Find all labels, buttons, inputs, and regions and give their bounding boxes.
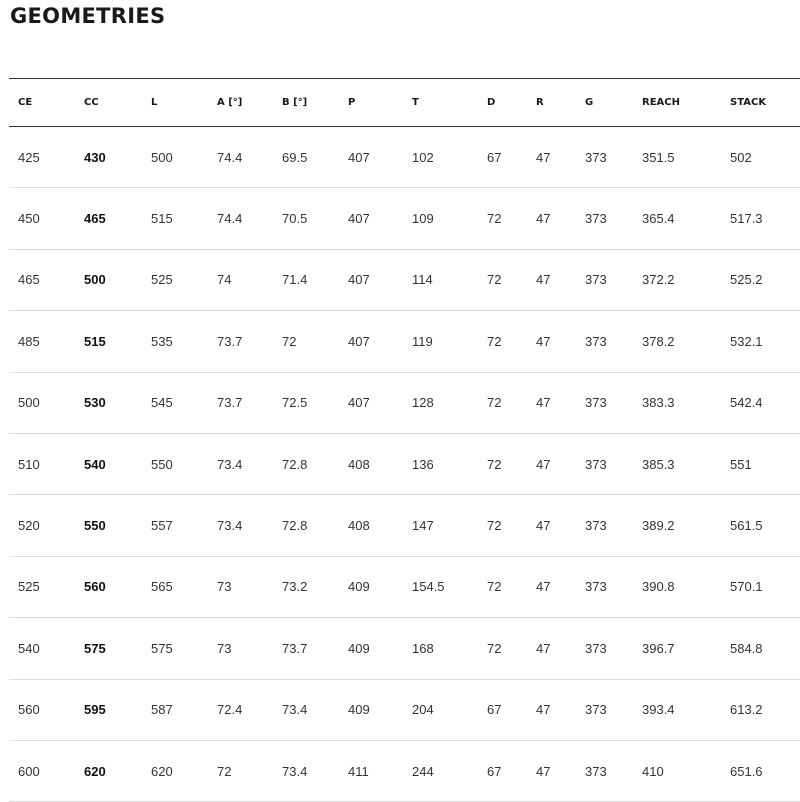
table-cell: 72 [478,311,527,372]
header-row [9,79,800,127]
table-row [9,311,800,372]
table-cell: 47 [527,249,576,310]
table-cell: 72.5 [273,372,339,433]
table-cell: 651.6 [721,740,800,801]
table-cell: 67 [478,679,527,740]
table-cell: 70.5 [273,188,339,249]
table-cell: 378.2 [633,311,721,372]
table-cell: 73.7 [208,372,273,433]
column-header: R [527,79,576,127]
table-cell: 409 [339,556,403,617]
table-cell: 465 [75,188,142,249]
table-cell: 73.4 [208,433,273,494]
table-cell: 72.4 [208,679,273,740]
table-cell: 73.4 [208,495,273,556]
table-cell: 72 [273,311,339,372]
table-cell: 430 [75,127,142,188]
geometry-table [9,78,800,802]
table-cell: 407 [339,311,403,372]
table-cell: 373 [576,740,633,801]
table-cell: 72 [478,249,527,310]
table-cell: 47 [527,127,576,188]
table-cell: 114 [403,249,478,310]
table-cell: 74.4 [208,127,273,188]
table-cell: 500 [9,372,75,433]
table-cell: 73.7 [273,618,339,679]
table-cell: 373 [576,495,633,556]
table-cell: 373 [576,372,633,433]
table-cell: 530 [75,372,142,433]
table-cell: 525.2 [721,249,800,310]
table-cell: 47 [527,679,576,740]
table-cell: 620 [75,740,142,801]
table-cell: 373 [576,679,633,740]
table-cell: 71.4 [273,249,339,310]
table-cell: 396.7 [633,618,721,679]
table-row [9,618,800,679]
table-row [9,556,800,617]
column-header: A [°] [208,79,273,127]
table-cell: 587 [142,679,208,740]
table-cell: 515 [142,188,208,249]
table-cell: 351.5 [633,127,721,188]
table-cell: 407 [339,249,403,310]
table-cell: 390.8 [633,556,721,617]
table-row [9,495,800,556]
table-cell: 47 [527,372,576,433]
table-cell: 500 [75,249,142,310]
table-cell: 73.7 [208,311,273,372]
table-cell: 500 [142,127,208,188]
table-cell: 408 [339,433,403,494]
table-cell: 595 [75,679,142,740]
column-header: B [°] [273,79,339,127]
table-cell: 136 [403,433,478,494]
table-cell: 613.2 [721,679,800,740]
table-cell: 540 [75,433,142,494]
table-cell: 47 [527,495,576,556]
table-cell: 67 [478,740,527,801]
table-cell: 73.2 [273,556,339,617]
table-cell: 244 [403,740,478,801]
table-row [9,127,800,188]
table-cell: 545 [142,372,208,433]
table-cell: 47 [527,618,576,679]
table-cell: 409 [339,679,403,740]
table-row [9,249,800,310]
table-cell: 540 [9,618,75,679]
table-cell: 67 [478,127,527,188]
table-cell: 502 [721,127,800,188]
column-header: CE [9,79,75,127]
table-cell: 72 [208,740,273,801]
table-cell: 557 [142,495,208,556]
table-cell: 389.2 [633,495,721,556]
table-cell: 407 [339,188,403,249]
table-cell: 409 [339,618,403,679]
table-cell: 47 [527,311,576,372]
column-header: CC [75,79,142,127]
table-cell: 47 [527,188,576,249]
table-cell: 72.8 [273,495,339,556]
table-cell: 72 [478,372,527,433]
table-cell: 69.5 [273,127,339,188]
table-cell: 542.4 [721,372,800,433]
table-cell: 168 [403,618,478,679]
table-cell: 385.3 [633,433,721,494]
table-cell: 510 [9,433,75,494]
table-cell: 73 [208,556,273,617]
table-cell: 373 [576,249,633,310]
table-cell: 515 [75,311,142,372]
table-cell: 47 [527,740,576,801]
table-cell: 72.8 [273,433,339,494]
table-cell: 561.5 [721,495,800,556]
table-cell: 584.8 [721,618,800,679]
table-row [9,372,800,433]
table-cell: 109 [403,188,478,249]
table-cell: 47 [527,433,576,494]
table-cell: 535 [142,311,208,372]
table-cell: 73 [208,618,273,679]
page-title: GEOMETRIES [10,4,166,28]
table-cell: 128 [403,372,478,433]
table-cell: 372.2 [633,249,721,310]
table-cell: 102 [403,127,478,188]
table-cell: 373 [576,433,633,494]
table-cell: 407 [339,372,403,433]
table-cell: 373 [576,127,633,188]
table-cell: 485 [9,311,75,372]
table-cell: 532.1 [721,311,800,372]
table-cell: 600 [9,740,75,801]
table-cell: 411 [339,740,403,801]
table-cell: 393.4 [633,679,721,740]
table-body [9,127,800,802]
table-cell: 72 [478,495,527,556]
table-cell: 425 [9,127,75,188]
table-cell: 373 [576,556,633,617]
table-cell: 383.3 [633,372,721,433]
table-cell: 73.4 [273,740,339,801]
table-row [9,740,800,801]
table-cell: 520 [9,495,75,556]
table-cell: 373 [576,188,633,249]
table-cell: 620 [142,740,208,801]
table-cell: 560 [9,679,75,740]
table-cell: 410 [633,740,721,801]
column-header: T [403,79,478,127]
table-cell: 551 [721,433,800,494]
table-cell: 73.4 [273,679,339,740]
table-cell: 570.1 [721,556,800,617]
table-cell: 575 [142,618,208,679]
table-row [9,188,800,249]
table-cell: 550 [142,433,208,494]
table-cell: 373 [576,618,633,679]
column-header: D [478,79,527,127]
table-cell: 74.4 [208,188,273,249]
table-cell: 72 [478,433,527,494]
table-cell: 465 [9,249,75,310]
table-cell: 119 [403,311,478,372]
column-header: G [576,79,633,127]
table-cell: 408 [339,495,403,556]
table-cell: 72 [478,618,527,679]
column-header: REACH [633,79,721,127]
column-header: STACK [721,79,800,127]
table-cell: 72 [478,188,527,249]
table-cell: 450 [9,188,75,249]
table-cell: 560 [75,556,142,617]
table-cell: 47 [527,556,576,617]
table-cell: 565 [142,556,208,617]
table-cell: 525 [142,249,208,310]
table-cell: 575 [75,618,142,679]
table-cell: 74 [208,249,273,310]
table-row [9,433,800,494]
column-header: L [142,79,208,127]
table-cell: 154.5 [403,556,478,617]
table-cell: 147 [403,495,478,556]
table-header [9,79,800,127]
table-cell: 204 [403,679,478,740]
column-header: P [339,79,403,127]
table-cell: 517.3 [721,188,800,249]
table-cell: 373 [576,311,633,372]
table-cell: 72 [478,556,527,617]
table-cell: 365.4 [633,188,721,249]
table-cell: 407 [339,127,403,188]
table-cell: 550 [75,495,142,556]
table-row [9,679,800,740]
table-cell: 525 [9,556,75,617]
